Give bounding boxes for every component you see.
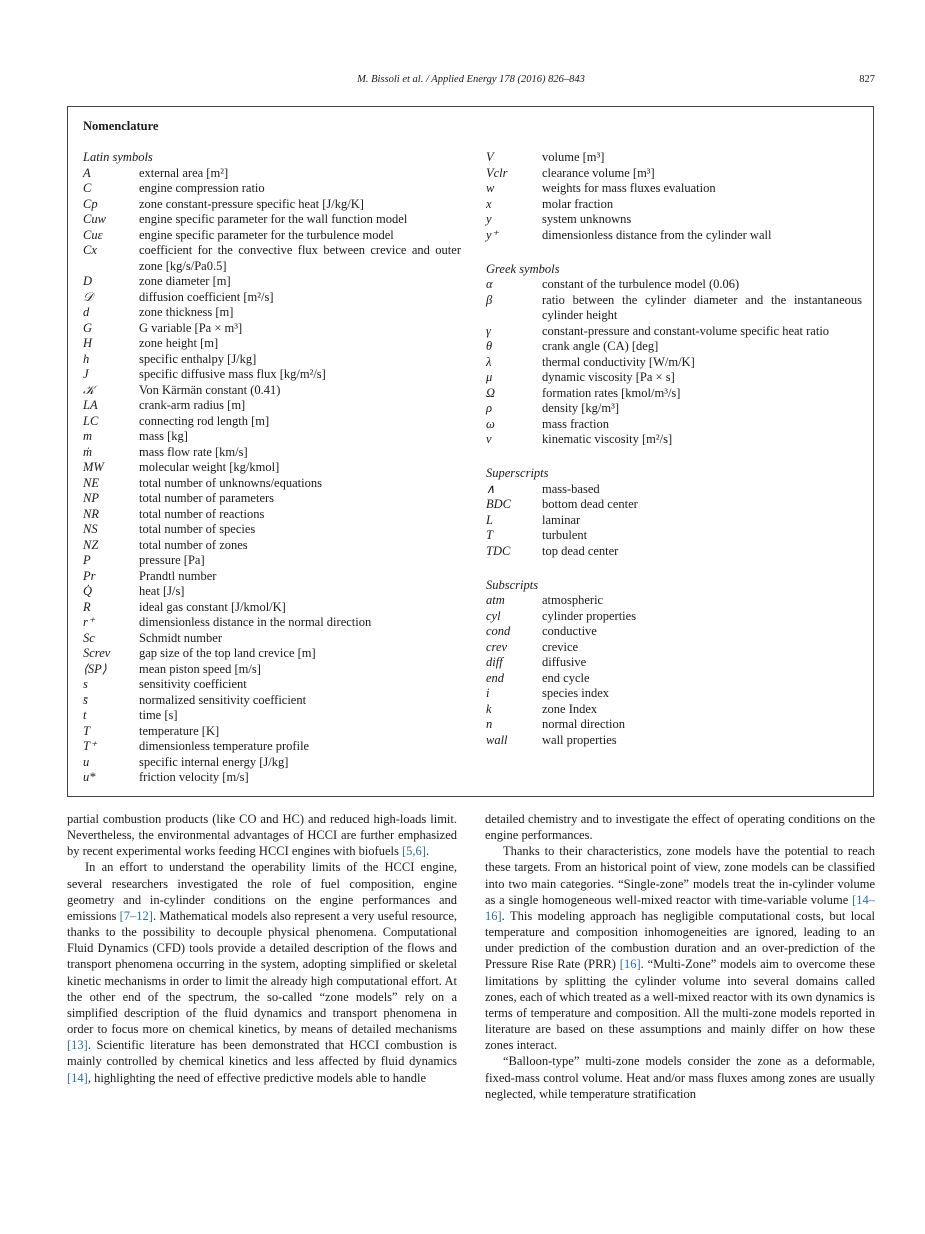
nomenclature-definition: clearance volume [m³] xyxy=(542,165,655,180)
running-head xyxy=(67,74,875,88)
nomenclature-entry xyxy=(486,370,862,386)
nomenclature-definition: heat [J/s] xyxy=(139,584,185,598)
nomenclature-symbol: TDC xyxy=(486,543,511,558)
nomenclature-entry xyxy=(83,166,461,182)
nomenclature-definition: specific internal energy [J/kg] xyxy=(139,754,289,769)
nomenclature-symbol: J xyxy=(83,367,89,381)
superscripts-heading: Superscripts xyxy=(486,466,549,480)
nomenclature-symbol: γ xyxy=(486,323,491,338)
nomenclature-symbol: end xyxy=(486,670,505,685)
nomenclature-definition: specific enthalpy [J/kg] xyxy=(139,351,257,366)
nomenclature-entry xyxy=(486,544,862,560)
nomenclature-definition: dimensionless distance from the cylinder wall xyxy=(542,227,772,242)
nomenclature-symbol: BDC xyxy=(486,497,511,511)
nomenclature-entry xyxy=(83,755,461,771)
nomenclature-definition: zone Index xyxy=(542,701,598,716)
body-text: . xyxy=(425,844,430,859)
nomenclature-definition: total number of zones xyxy=(139,537,248,552)
body-paragraph xyxy=(485,843,875,1053)
nomenclature-symbol: d xyxy=(83,305,90,319)
nomenclature-symbol: wall xyxy=(486,732,508,747)
citation-link[interactable]: [14] xyxy=(67,1070,88,1085)
nomenclature-definition: bottom dead center xyxy=(542,497,638,511)
nomenclature-symbol: crev xyxy=(486,639,508,654)
nomenclature-definition: volume [m³] xyxy=(542,150,605,164)
nomenclature-definition: specific diffusive mass flux [kg/m²/s] xyxy=(139,367,326,381)
nomenclature-entry xyxy=(486,593,862,609)
nomenclature-symbol: s xyxy=(83,677,88,691)
citation-link[interactable]: [7–12] xyxy=(119,908,153,923)
nomenclature-entry xyxy=(83,646,461,662)
nomenclature-definition: diffusive xyxy=(542,655,587,669)
nomenclature-entry xyxy=(83,398,461,414)
nomenclature-definition: normal direction xyxy=(542,717,625,731)
nomenclature-entry xyxy=(486,324,862,340)
nomenclature-entry xyxy=(83,197,461,213)
nomenclature-definition: thermal conductivity [W/m/K] xyxy=(542,354,695,369)
nomenclature-symbol: α xyxy=(486,277,493,291)
nomenclature-symbol: y⁺ xyxy=(486,227,499,242)
nomenclature-right-column xyxy=(486,150,862,748)
nomenclature-symbol: C xyxy=(83,181,92,195)
nomenclature-entry xyxy=(486,212,862,228)
nomenclature-symbol: ṁ xyxy=(83,444,93,459)
nomenclature-symbol: s̄ xyxy=(83,692,88,707)
nomenclature-definition: gap size of the top land crevice [m] xyxy=(139,646,316,660)
nomenclature-symbol: μ xyxy=(486,370,493,384)
nomenclature-symbol: k xyxy=(486,701,492,716)
nomenclature-entry xyxy=(83,243,461,274)
nomenclature-symbol: NZ xyxy=(83,537,99,552)
nomenclature-definition: zone height [m] xyxy=(139,336,219,350)
nomenclature-entry xyxy=(486,513,862,529)
nomenclature-definition: Von Kärmän constant (0.41) xyxy=(139,382,281,397)
citation-link[interactable]: [14–16] xyxy=(485,892,875,923)
nomenclature-entry xyxy=(486,671,862,687)
body-text: In an effort to understand the operability limits of the HCCI engine, several researchers investigated the role of fuel composition, engine geometry and in-cylinder conditions on the engine performances and emissions xyxy=(67,860,457,923)
nomenclature-left-column xyxy=(83,150,461,786)
nomenclature-symbol: Vclr xyxy=(486,165,508,180)
nomenclature-symbol: G xyxy=(83,320,93,335)
nomenclature-symbol: y xyxy=(486,212,492,226)
citation-link[interactable]: [16] xyxy=(619,957,641,972)
nomenclature-entry xyxy=(83,693,461,709)
nomenclature-symbol: Cp xyxy=(83,196,98,211)
nomenclature-entry xyxy=(486,717,862,733)
nomenclature-entry xyxy=(83,460,461,476)
nomenclature-symbol: x xyxy=(486,196,492,211)
nomenclature-entry xyxy=(486,386,862,402)
nomenclature-definition: pressure [Pa] xyxy=(139,553,205,567)
nomenclature-entry xyxy=(486,432,862,448)
nomenclature-definition: atmospheric xyxy=(542,593,604,607)
nomenclature-entry xyxy=(83,321,461,337)
nomenclature-definition: species index xyxy=(542,686,609,700)
nomenclature-entry xyxy=(83,336,461,352)
nomenclature-definition: crank angle (CA) [deg] xyxy=(542,339,659,353)
nomenclature-symbol: NS xyxy=(83,522,98,536)
nomenclature-entry xyxy=(83,569,461,585)
nomenclature-symbol: r⁺ xyxy=(83,615,95,629)
body-text: Thanks to their characteristics, zone models have the potential to reach these targets. From an historical point of view, zone models can be classified into two main categories. “Single-zone” models treat the in-cylinder volume as a single homogeneous well-mixed reactor with time-variable volume xyxy=(485,844,875,907)
nomenclature-symbol: i xyxy=(486,686,490,700)
nomenclature-entry xyxy=(83,352,461,368)
nomenclature-symbol: cond xyxy=(486,624,511,638)
body-paragraph xyxy=(485,811,875,843)
nomenclature-definition: crevice xyxy=(542,639,579,654)
nomenclature-entry xyxy=(83,290,461,306)
nomenclature-definition: total number of reactions xyxy=(139,506,265,521)
body-text: detailed chemistry and to investigate the effect of operating conditions on the engine performances. xyxy=(485,812,875,843)
nomenclature-entry xyxy=(486,624,862,640)
nomenclature-definition: total number of parameters xyxy=(139,491,275,505)
nomenclature-entry xyxy=(83,538,461,554)
nomenclature-definition: laminar xyxy=(542,512,581,527)
latin-symbols-continued-list xyxy=(486,150,862,243)
nomenclature-symbol: ν xyxy=(486,432,492,446)
nomenclature-definition: zone thickness [m] xyxy=(139,305,234,319)
body-text-right-column xyxy=(485,811,875,1102)
nomenclature-definition: molecular weight [kg/kmol] xyxy=(139,460,280,474)
nomenclature-definition: friction velocity [m/s] xyxy=(139,770,249,784)
body-paragraph xyxy=(485,1053,875,1101)
nomenclature-symbol: V xyxy=(486,150,494,164)
nomenclature-symbol: Ω xyxy=(486,385,496,400)
nomenclature-entry xyxy=(83,445,461,461)
nomenclature-definition: dimensionless distance in the normal direction xyxy=(139,615,372,629)
nomenclature-entry xyxy=(486,482,862,498)
nomenclature-symbol: n xyxy=(486,717,493,731)
nomenclature-definition: formation rates [kmol/m³/s] xyxy=(542,385,681,400)
nomenclature-definition: molar fraction xyxy=(542,196,614,211)
nomenclature-symbol: H xyxy=(83,336,93,350)
nomenclature-entry xyxy=(486,609,862,625)
nomenclature-entry xyxy=(83,491,461,507)
body-text: partial combustion products (like CO and HC) and reduced high-loads limit. Nevertheless, the environmental advantages of HCCI are further emphasized by recent experimental works feeding HCCI engines with biofuels xyxy=(67,812,457,859)
nomenclature-entry xyxy=(83,615,461,631)
nomenclature-definition: wall properties xyxy=(542,732,617,747)
nomenclature-entry xyxy=(83,600,461,616)
nomenclature-entry xyxy=(486,197,862,213)
body-paragraph xyxy=(67,859,457,1085)
nomenclature-entry xyxy=(83,228,461,244)
nomenclature-definition: end cycle xyxy=(542,670,590,685)
nomenclature-symbol: A xyxy=(83,165,91,180)
nomenclature-symbol: Pr xyxy=(83,568,96,583)
nomenclature-definition: ideal gas constant [J/kmol/K] xyxy=(139,599,286,614)
nomenclature-definition: sensitivity coefficient xyxy=(139,677,247,691)
nomenclature-entry xyxy=(486,355,862,371)
nomenclature-definition: turbulent xyxy=(542,528,588,542)
nomenclature-symbol: m xyxy=(83,429,93,443)
nomenclature-definition: time [s] xyxy=(139,708,178,722)
body-paragraph xyxy=(67,811,457,859)
nomenclature-symbol: w xyxy=(486,181,495,195)
nomenclature-symbol: ρ xyxy=(486,401,492,415)
nomenclature-symbol: LA xyxy=(83,398,98,412)
nomenclature-entry xyxy=(83,414,461,430)
nomenclature-entry xyxy=(486,655,862,671)
nomenclature-definition: constant-pressure and constant-volume specific heat ratio xyxy=(542,323,830,338)
journal-citation: M. Bissoli et al. / Applied Energy 178 (2016) 826–843 xyxy=(357,74,585,85)
nomenclature-entry xyxy=(486,702,862,718)
citation-link[interactable]: [13] xyxy=(67,1038,88,1053)
nomenclature-definition: Prandtl number xyxy=(139,568,217,583)
nomenclature-entry xyxy=(486,150,862,166)
page-number: 827 xyxy=(859,74,875,85)
nomenclature-definition: Schmidt number xyxy=(139,630,222,645)
nomenclature-entry xyxy=(83,724,461,740)
nomenclature-symbol: u xyxy=(83,754,90,769)
nomenclature-definition: zone constant-pressure specific heat [J/kg/K] xyxy=(139,196,364,211)
nomenclature-definition: coefficient for the convective flux between crevice and outer zone [kg/s/Pa0.5] xyxy=(139,243,461,273)
body-text: . Scientific literature has been demonstrated that HCCI combustion is mainly controlled by chemical kinetics and less affected by fluid dynamics xyxy=(67,1038,457,1069)
nomenclature-entry xyxy=(83,212,461,228)
nomenclature-definition: density [kg/m³] xyxy=(542,401,620,415)
nomenclature-entry xyxy=(83,383,461,399)
nomenclature-definition: mass fraction xyxy=(542,416,609,431)
nomenclature-entry xyxy=(486,417,862,433)
nomenclature-symbol: P xyxy=(83,553,91,567)
nomenclature-symbol: cyl xyxy=(486,608,501,623)
nomenclature-symbol: Cuw xyxy=(83,212,106,226)
nomenclature-entry xyxy=(486,339,862,355)
nomenclature-definition: total number of unknowns/equations xyxy=(139,475,322,490)
latin-symbols-heading: Latin symbols xyxy=(83,150,153,164)
nomenclature-symbol: NP xyxy=(83,491,99,505)
nomenclature-symbol: T xyxy=(486,528,493,542)
nomenclature-symbol: MW xyxy=(83,460,104,474)
nomenclature-definition: ratio between the cylinder diameter and the instantaneous cylinder height xyxy=(542,292,862,322)
nomenclature-symbol: λ xyxy=(486,354,492,369)
nomenclature-symbol: Cx xyxy=(83,243,97,257)
nomenclature-entry xyxy=(83,507,461,523)
nomenclature-definition: total number of species xyxy=(139,522,256,536)
nomenclature-entry xyxy=(83,553,461,569)
nomenclature-symbol: h xyxy=(83,351,90,366)
superscripts-list xyxy=(486,482,862,560)
nomenclature-title: Nomenclature xyxy=(83,119,159,133)
nomenclature-entry xyxy=(83,708,461,724)
greek-symbols-heading: Greek symbols xyxy=(486,261,560,276)
nomenclature-entry xyxy=(486,528,862,544)
nomenclature-symbol: D xyxy=(83,274,93,288)
nomenclature-definition: crank-arm radius [m] xyxy=(139,398,246,412)
nomenclature-symbol: diff xyxy=(486,655,503,669)
nomenclature-symbol: LC xyxy=(83,413,99,428)
greek-symbols-list xyxy=(486,277,862,448)
nomenclature-entry xyxy=(83,770,461,786)
body-text: “Balloon-type” multi-zone models consider the zone as a deformable, fixed-mass control volume. Heat and/or mass fluxes among zones are usually neglected, while temperature stratification xyxy=(485,1054,875,1101)
nomenclature-definition: engine compression ratio xyxy=(139,181,265,195)
nomenclature-entry xyxy=(486,228,862,244)
nomenclature-definition: G variable [Pa × m³] xyxy=(139,320,243,335)
nomenclature-symbol: ∧ xyxy=(486,481,496,496)
nomenclature-entry xyxy=(486,401,862,417)
nomenclature-definition: weights for mass fluxes evaluation xyxy=(542,181,716,195)
nomenclature-definition: kinematic viscosity [m²/s] xyxy=(542,432,673,446)
nomenclature-definition: system unknowns xyxy=(542,212,632,226)
body-text: . This modeling approach has negligible computational costs, but local temperature and composition inhomogeneities are ignored, leading to an under prediction of the combustion duration and an over-prediction of the Pressure Rise Rate (PRR) xyxy=(485,908,875,972)
nomenclature-definition: cylinder properties xyxy=(542,608,637,623)
nomenclature-definition: temperature [K] xyxy=(139,723,220,738)
subscripts-list xyxy=(486,593,862,748)
nomenclature-symbol: θ xyxy=(486,339,493,353)
nomenclature-definition: engine specific parameter for the turbulence model xyxy=(139,227,394,242)
nomenclature-symbol: t xyxy=(83,708,87,722)
nomenclature-symbol: NR xyxy=(83,506,99,521)
nomenclature-entry xyxy=(486,293,862,324)
nomenclature-definition: external area [m²] xyxy=(139,165,229,180)
nomenclature-definition: mass-based xyxy=(542,481,600,496)
nomenclature-entry xyxy=(83,181,461,197)
nomenclature-symbol: β xyxy=(486,292,493,307)
nomenclature-entry xyxy=(83,584,461,600)
nomenclature-symbol: ω xyxy=(486,416,495,431)
nomenclature-box xyxy=(67,106,874,797)
nomenclature-symbol: u* xyxy=(83,770,96,784)
nomenclature-entry xyxy=(486,686,862,702)
nomenclature-symbol: R xyxy=(83,599,91,614)
nomenclature-symbol: 𝒟 xyxy=(83,289,93,304)
nomenclature-entry xyxy=(83,522,461,538)
nomenclature-symbol: Cuε xyxy=(83,227,103,242)
subscripts-heading: Subscripts xyxy=(486,577,539,592)
nomenclature-definition: diffusion coefficient [m²/s] xyxy=(139,289,274,304)
nomenclature-definition: connecting rod length [m] xyxy=(139,413,270,428)
nomenclature-entry xyxy=(83,429,461,445)
nomenclature-symbol: ⟨SP⟩ xyxy=(83,661,107,676)
nomenclature-symbol: NE xyxy=(83,475,99,490)
body-text: , highlighting the need of effective predictive models able to handle xyxy=(87,1070,427,1085)
nomenclature-definition: constant of the turbulence model (0.06) xyxy=(542,277,740,291)
nomenclature-entry xyxy=(83,476,461,492)
nomenclature-definition: zone diameter [m] xyxy=(139,274,231,288)
nomenclature-symbol: T⁺ xyxy=(83,739,97,753)
nomenclature-definition: engine specific parameter for the wall function model xyxy=(139,212,408,226)
nomenclature-entry xyxy=(83,739,461,755)
nomenclature-entry xyxy=(83,631,461,647)
nomenclature-definition: mean piston speed [m/s] xyxy=(139,661,261,676)
nomenclature-definition: dynamic viscosity [Pa × s] xyxy=(542,370,675,384)
nomenclature-entry xyxy=(486,166,862,182)
nomenclature-entry xyxy=(83,662,461,678)
nomenclature-symbol: L xyxy=(486,512,493,527)
body-text-left-column xyxy=(67,811,457,1086)
nomenclature-entry xyxy=(486,181,862,197)
nomenclature-definition: conductive xyxy=(542,624,597,638)
nomenclature-entry xyxy=(83,367,461,383)
body-text: . Mathematical models also represent a very useful resource, thanks to the possibility to decouple physical phenomena. Computational Fluid Dynamics (CFD) tools provide a detailed description of the flows and transport phenomena occurring in the system, adopting simplified or skeletal kinetic mechanisms in order to limit the already high computational effort. At the other end of the spectrum, the so-called “zone models” rely on a simplified description of the fluid dynamics and transport phenomena in order to focus more on chemical kinetics, by means of detailed mechanisms xyxy=(67,908,457,1037)
nomenclature-symbol: Sc xyxy=(83,630,95,645)
nomenclature-entry xyxy=(486,277,862,293)
nomenclature-definition: top dead center xyxy=(542,543,619,558)
nomenclature-entry xyxy=(486,733,862,749)
citation-link[interactable]: [5,6] xyxy=(401,844,426,859)
nomenclature-definition: normalized sensitivity coefficient xyxy=(139,692,307,707)
nomenclature-entry xyxy=(486,497,862,513)
nomenclature-symbol: Screv xyxy=(83,646,111,660)
nomenclature-definition: mass flow rate [km/s] xyxy=(139,444,248,459)
nomenclature-symbol: 𝒦 xyxy=(83,382,95,397)
latin-symbols-list xyxy=(83,166,461,786)
nomenclature-symbol: T xyxy=(83,723,90,738)
body-text: . “Multi-Zone” models aim to overcome these limitations by splitting the cylinder volume into several domains called zones, each of which treated as a well-mixed reactor with its own dynamics is terms of temperature and composition. All the multi-zone models reported in literature are based on these assumptions and mainly differ on how these zones interact. xyxy=(485,957,876,1053)
nomenclature-symbol: atm xyxy=(486,593,505,607)
nomenclature-entry xyxy=(83,677,461,693)
nomenclature-entry xyxy=(486,640,862,656)
nomenclature-definition: dimensionless temperature profile xyxy=(139,739,310,753)
nomenclature-definition: mass [kg] xyxy=(139,429,188,443)
nomenclature-symbol: Q̇ xyxy=(83,584,93,598)
nomenclature-entry xyxy=(83,305,461,321)
nomenclature-entry xyxy=(83,274,461,290)
